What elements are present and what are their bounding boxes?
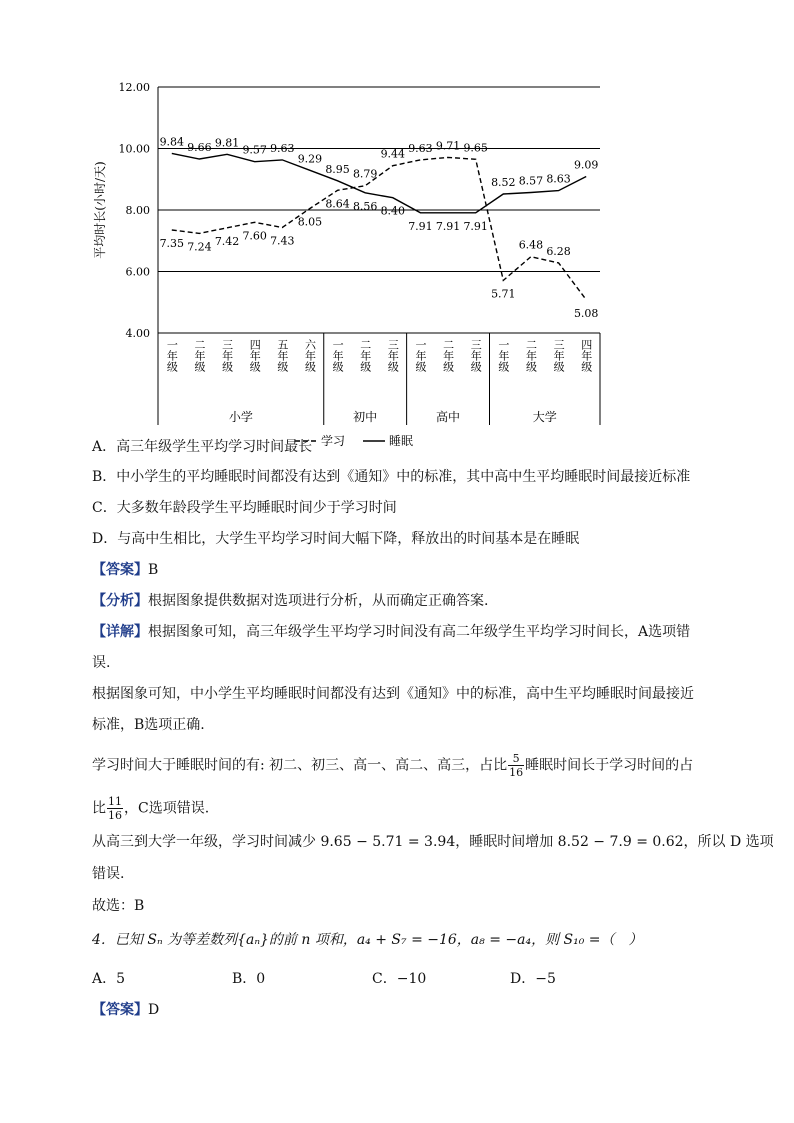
detail-line-1b: 误. — [92, 655, 111, 671]
data-label-sleep: 9.81 — [214, 136, 240, 150]
q4-answer-tag: 【答案】 — [92, 1002, 148, 1018]
x-tick-label: 一年级 — [496, 339, 510, 372]
y-tick-label: 4.00 — [125, 327, 150, 340]
y-tick-label: 8.00 — [125, 204, 150, 217]
fraction-den: 16 — [509, 766, 524, 779]
group-label: 初中 — [353, 410, 378, 424]
data-label-study: 5.71 — [491, 287, 516, 301]
detail-tag: 【详解】 — [92, 624, 148, 640]
data-label-study: 7.35 — [159, 236, 185, 250]
detail-line-2b: 标准，B选项正确. — [92, 717, 205, 733]
detail-text-1: 根据图象可知，高三年级学生平均学习时间没有高二年级学生平均学习时间长，A选项错 — [148, 624, 691, 640]
q4-option-d: D．−5 — [510, 971, 556, 987]
x-tick-label: 一年级 — [413, 339, 427, 372]
x-tick-label: 一年级 — [331, 339, 345, 372]
y-axis-title: 平均时长(小时/天) — [93, 161, 107, 259]
data-label-study: 7.24 — [187, 240, 212, 254]
x-tick-label: 三年级 — [220, 339, 234, 372]
group-label: 高中 — [436, 410, 461, 424]
data-label-sleep: 8.95 — [325, 162, 350, 176]
x-tick-label: 四年级 — [248, 339, 262, 372]
option-d: D．与高中生相比，大学生平均学习时间大幅下降，释放出的时间基本是在睡眠 — [92, 531, 580, 547]
option-a: A．高三年级学生平均学习时间最长 — [92, 439, 313, 455]
y-tick-label: 6.00 — [125, 265, 150, 279]
data-label-study: 7.43 — [270, 234, 295, 248]
fraction-num: 11 — [108, 795, 122, 808]
fraction-den: 16 — [108, 809, 122, 822]
q4-answer-value: D — [148, 1002, 160, 1018]
x-tick-label: 二年级 — [524, 339, 538, 372]
q4-option-b: B．0 — [232, 971, 266, 987]
data-label-sleep: 7.91 — [435, 219, 461, 233]
data-label-sleep: 8.63 — [546, 172, 571, 186]
data-label-sleep: 7.91 — [408, 219, 433, 233]
q4-answer-line — [92, 1000, 159, 1020]
x-tick-label: 六年级 — [303, 339, 317, 372]
data-label-sleep: 9.66 — [187, 140, 212, 154]
question-4-stem: 4．已知 Sₙ 为等差数列{aₙ}的前 n 项和，a₄ + S₇ = −16，a₈ = −a₄，则 S₁₀ =（ ） — [92, 932, 643, 948]
analysis-tag: 【分析】 — [92, 593, 148, 609]
data-label-sleep: 9.09 — [573, 158, 599, 172]
data-label-sleep: 7.91 — [463, 219, 488, 233]
x-tick-label: 五年级 — [275, 339, 289, 372]
data-label-study: 9.63 — [408, 141, 433, 155]
legend-label-sleep: 睡眠 — [389, 434, 414, 448]
data-label-study: 6.28 — [546, 244, 571, 258]
x-tick-label: 二年级 — [441, 339, 455, 372]
q4-option-a: A．5 — [92, 971, 126, 987]
data-label-sleep: 9.63 — [270, 141, 295, 155]
y-tick-label: 12.00 — [118, 81, 150, 94]
data-label-study: 8.05 — [297, 215, 323, 229]
detail-text-3b: 睡眠时间长于学习时间的占 — [525, 757, 694, 774]
fraction-num: 5 — [508, 752, 524, 766]
group-label: 小学 — [228, 410, 253, 424]
fraction-11-16 — [107, 795, 123, 822]
detail-line-5b: 错误. — [92, 866, 125, 882]
data-label-study: 7.42 — [214, 234, 240, 248]
answer-line — [92, 560, 158, 580]
data-label-sleep: 8.52 — [491, 176, 516, 190]
x-tick-label: 三年级 — [552, 339, 566, 372]
detail-text-4a: 比 — [92, 800, 106, 817]
answer-value: B — [148, 562, 159, 578]
data-label-sleep: 9.29 — [297, 152, 323, 166]
data-label-study: 8.79 — [352, 167, 378, 181]
data-label-study: 9.44 — [380, 147, 406, 161]
legend-label-study: 学习 — [321, 434, 346, 448]
conclusion-line: 故选：B — [92, 898, 145, 914]
option-c: C．大多数年龄段学生平均睡眠时间少于学习时间 — [92, 500, 397, 516]
detail-line-3 — [92, 752, 693, 779]
x-tick-label: 四年级 — [579, 339, 593, 372]
x-tick-label: 三年级 — [386, 339, 400, 372]
detail-text-4b: ，C选项错误. — [124, 800, 210, 817]
analysis-line — [92, 591, 488, 611]
x-tick-label: 二年级 — [192, 339, 206, 372]
data-label-study: 7.60 — [242, 229, 267, 243]
y-tick-label: 10.00 — [118, 142, 150, 156]
data-label-sleep: 9.57 — [242, 143, 267, 157]
x-tick-label: 一年级 — [165, 339, 179, 372]
x-tick-label: 三年级 — [469, 339, 483, 372]
x-tick-label: 二年级 — [358, 339, 372, 372]
answer-tag: 【答案】 — [92, 562, 148, 578]
data-label-study: 8.64 — [325, 197, 350, 211]
fraction-5-16 — [508, 752, 524, 779]
detail-line-1 — [92, 622, 690, 642]
data-label-sleep: 8.56 — [352, 199, 378, 213]
detail-line-2: 根据图象可知，中小学生平均睡眠时间都没有达到《通知》中的标准，高中生平均睡眠时间最接近 — [92, 686, 694, 702]
detail-text-3a: 学习时间大于睡眠时间的有: 初二、初三、高一、高二、高三，占比 — [92, 757, 508, 774]
detail-line-4 — [92, 795, 209, 822]
q4-option-c: C．−10 — [372, 971, 427, 987]
data-label-sleep: 9.84 — [159, 135, 185, 149]
option-b: B．中小学生的平均睡眠时间都没有达到《通知》中的标准，其中高中生平均睡眠时间最接近标准 — [92, 469, 691, 485]
data-label-study: 6.48 — [518, 238, 544, 252]
data-label-sleep: 8.40 — [380, 204, 406, 218]
data-label-study: 9.65 — [463, 141, 488, 155]
data-label-sleep: 8.57 — [518, 174, 544, 188]
data-label-study: 5.08 — [573, 306, 599, 320]
data-label-study: 9.71 — [435, 139, 461, 153]
analysis-text: 根据图象提供数据对选项进行分析，从而确定正确答案. — [148, 593, 489, 609]
detail-line-5: 从高三到大学一年级，学习时间减少 9.65 − 5.71 = 3.94，睡眠时间增加 8.52 − 7.9 = 0.62，所以 D 选项 — [92, 834, 774, 850]
group-label: 大学 — [532, 410, 557, 424]
